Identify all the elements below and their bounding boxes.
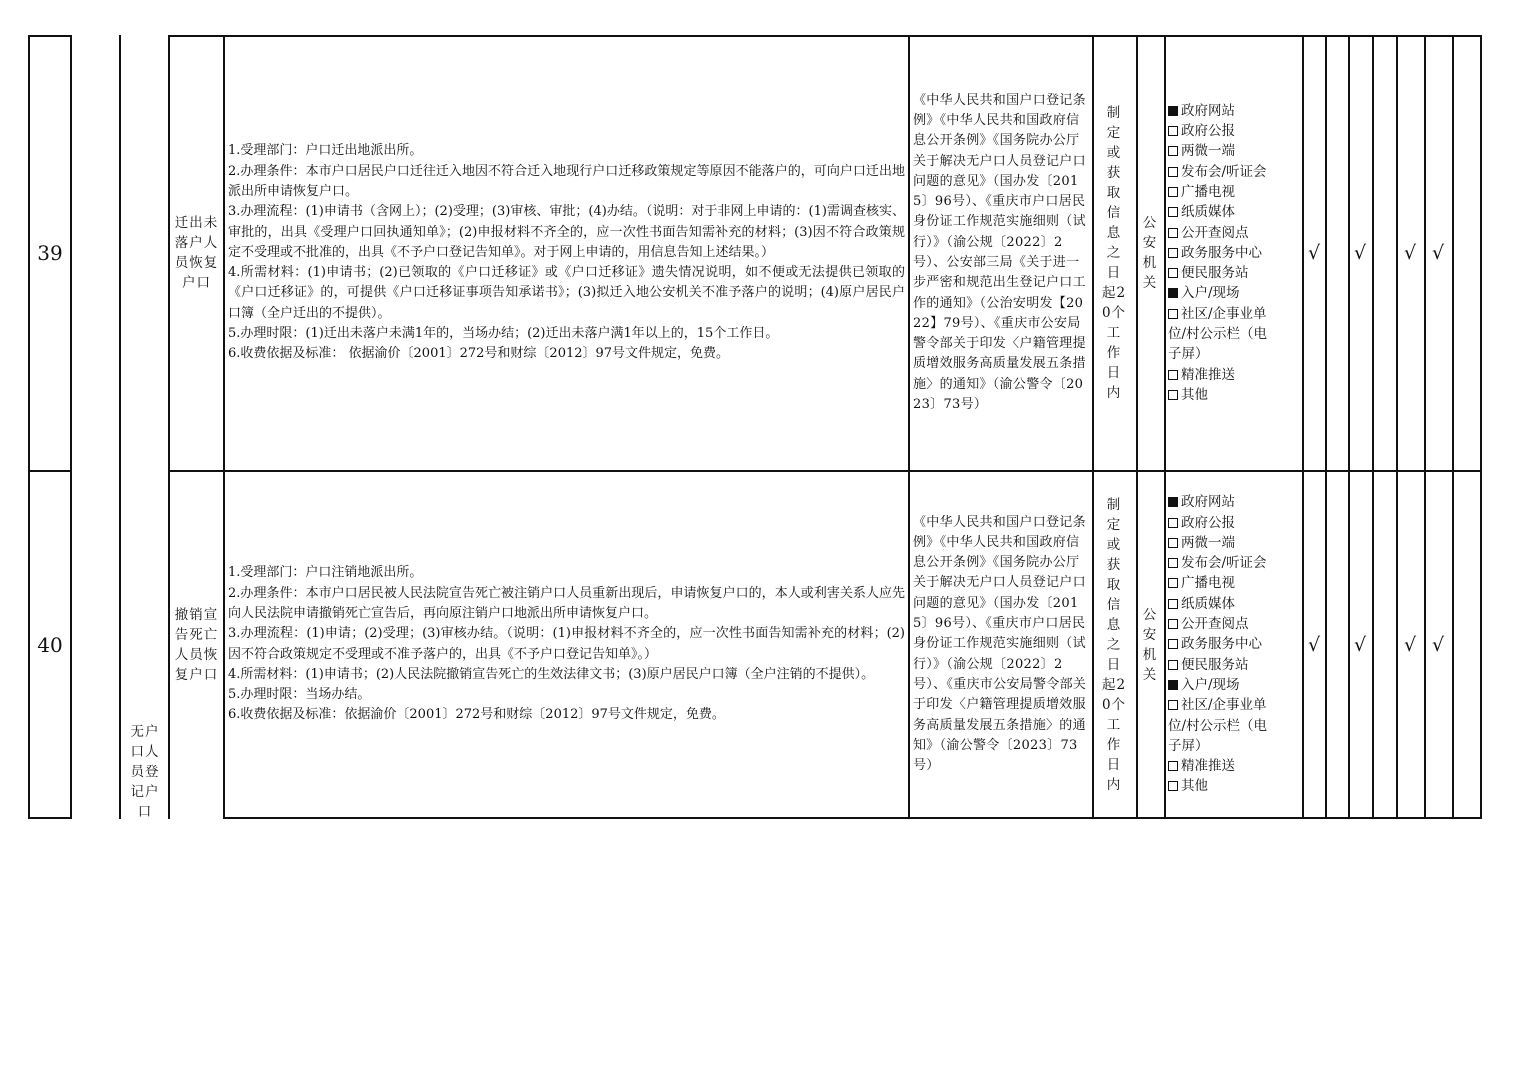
timeframe: 制定或获取信息之日起20个工作日内 bbox=[1101, 496, 1127, 793]
check-mark: √ bbox=[1353, 242, 1367, 264]
table-border bbox=[1452, 35, 1454, 819]
channel-label: 便民服务站 bbox=[1181, 656, 1249, 673]
channel-label: 公开查阅点 bbox=[1181, 224, 1249, 241]
channel-label: 便民服务站 bbox=[1181, 265, 1249, 282]
check-mark bbox=[1452, 36, 1480, 470]
channel-label: 政府公报 bbox=[1181, 123, 1235, 140]
item-content bbox=[224, 36, 908, 470]
channel-label: 入户/现场 bbox=[1181, 676, 1240, 693]
check-mark bbox=[1452, 471, 1480, 818]
channel-label: 其他 bbox=[1181, 386, 1208, 403]
channel-item bbox=[1168, 304, 1267, 324]
unchecked-box-icon bbox=[1168, 639, 1178, 649]
content-paragraph: 6.收费依据及标准： 依据渝价〔2001〕272号和财综〔2012〕97号文件规定，免费。 bbox=[228, 346, 730, 362]
table-border bbox=[28, 470, 72, 472]
table-border bbox=[1325, 35, 1327, 819]
table-border bbox=[908, 35, 910, 819]
unchecked-box-icon bbox=[1168, 309, 1178, 319]
content-paragraph: 1.受理部门：户口注销地派出所。 bbox=[228, 565, 423, 581]
content-paragraph: 3.办理流程：(1)申请书（含网上）；(2)受理；(3)审核、审批；(4)办结。（说明：对于非网上申请的：(1)需调查核实、审批的，出具《受理户口回执通知单》；(2)申报材料不齐全的，应一次性书面告知需补充的材料；(3)因不符合政策规定不受理或不批准的，出具《不予户口登记告知单》。对于网上申请的，用信息告知上述结果。） bbox=[228, 204, 905, 260]
channel-item bbox=[1168, 736, 1267, 756]
unchecked-box-icon bbox=[1168, 538, 1178, 548]
channel-item bbox=[1168, 776, 1267, 796]
check-mark: √ bbox=[1403, 633, 1417, 656]
channel-label: 两微一端 bbox=[1181, 143, 1235, 160]
table-border bbox=[1480, 35, 1482, 819]
table-border bbox=[1164, 35, 1166, 819]
channel-list bbox=[1164, 471, 1302, 818]
channel-item bbox=[1168, 243, 1267, 263]
channel-item bbox=[1168, 385, 1267, 405]
channel-label: 精准推送 bbox=[1181, 758, 1235, 775]
unchecked-box-icon bbox=[1168, 187, 1178, 197]
content-paragraph: 4.所需材料：(1)申请书；(2)人民法院撤销宣告死亡的生效法律文书；(3)原户居民户口簿（全户注销的不提供）。 bbox=[228, 666, 875, 682]
channel-item bbox=[1168, 202, 1267, 222]
check-mark: √ bbox=[1431, 633, 1445, 656]
table-border bbox=[70, 35, 72, 819]
checked-box-icon bbox=[1168, 106, 1178, 116]
channel-label: 纸质媒体 bbox=[1181, 595, 1235, 612]
check-mark: √ bbox=[1353, 633, 1367, 656]
channel-item bbox=[1168, 573, 1267, 593]
channel-item bbox=[1168, 716, 1267, 736]
check-mark bbox=[1372, 36, 1396, 470]
channel-item bbox=[1168, 101, 1267, 121]
table-border bbox=[1092, 35, 1094, 819]
channel-label: 广播电视 bbox=[1181, 183, 1235, 200]
channel-label: 广播电视 bbox=[1181, 575, 1235, 592]
content-paragraph: 2.办理条件：本市户口居民户口迁往迁入地因不符合迁入地现行户口迁移政策规定等原因不能落户的，可向户口迁出地派出所申请恢复户口。 bbox=[228, 163, 905, 199]
table-border bbox=[28, 817, 72, 819]
channel-label: 其他 bbox=[1181, 778, 1208, 795]
legal-basis: 《中华人民共和国户口登记条例》《中华人民共和国政府信息公开条例》《国务院办公厅关于解决无户口人员登记户口问题的意见》（国办发〔2015〕96号）、《重庆市户口居民身份证工作规范实施细则（试行）》（渝公规〔2022〕2号）、《重庆市公安局警令部关于印发〈户籍管理提质增效服务高质量发展五条措施〉的通知》（渝公警令〔2023〕73号） bbox=[913, 514, 1087, 774]
channel-item bbox=[1168, 756, 1267, 776]
unchecked-box-icon bbox=[1168, 228, 1178, 238]
channel-item bbox=[1168, 655, 1267, 675]
channel-item bbox=[1168, 182, 1267, 202]
channel-item bbox=[1168, 513, 1267, 533]
item-content bbox=[224, 471, 908, 818]
table-border bbox=[28, 35, 72, 37]
content-paragraph: 4.所需材料：(1)申请书；(2)已领取的《户口迁移证》或《户口迁移证》遗失情况说明，如不便或无法提供已领取的《户口迁移证》的，可提供《户口迁移证事项告知承诺书》；(3)拟迁入地公安机关不准予落户的说明；(4)原户居民户口簿（全户迁出的不提供）。 bbox=[228, 265, 905, 321]
channel-item bbox=[1168, 283, 1267, 303]
table-border bbox=[1396, 35, 1398, 819]
channel-item bbox=[1168, 324, 1267, 344]
check-mark: √ bbox=[1307, 633, 1321, 656]
unchecked-box-icon bbox=[1168, 761, 1178, 771]
channel-label: 发布会/听证会 bbox=[1181, 555, 1267, 572]
unchecked-box-icon bbox=[1168, 248, 1178, 258]
channel-label: 公开查阅点 bbox=[1181, 616, 1249, 633]
unchecked-box-icon bbox=[1168, 518, 1178, 528]
channel-label: 纸质媒体 bbox=[1181, 204, 1235, 221]
item-name: 撤销宣告死亡人员恢复户口 bbox=[174, 606, 219, 683]
channel-label: 两微一端 bbox=[1181, 534, 1235, 551]
channel-item bbox=[1168, 162, 1267, 182]
category-label: 无户口人员登记户口 bbox=[130, 724, 160, 818]
unchecked-box-icon bbox=[1168, 268, 1178, 278]
unchecked-box-icon bbox=[1168, 781, 1178, 791]
content-paragraph: 3.办理流程：(1)申请；(2)受理；(3)审核办结。（说明：(1)申报材料不齐全的，应一次性书面告知需补充的材料；(2)因不符合政策规定不受理或不准予落户的，出具《不予户口登记告知单》。） bbox=[228, 626, 905, 662]
channel-label: 政府网站 bbox=[1181, 494, 1235, 511]
legal-basis: 《中华人民共和国户口登记条例》《中华人民共和国政府信息公开条例》《国务院办公厅关于解决无户口人员登记户口问题的意见》（国办发〔2015〕96号）、《重庆市户口居民身份证工作规范实施细则（试行）》（渝公规〔2022〕2号）、公安部三局《关于进一步严密和规范出生登记户口工作的通知》（公治安明发【2022】79号）、《重庆市公安局警令部关于印发〈户籍管理提质增效服务高质量发展五条措施〉的通知》（渝公警令〔2023〕73号） bbox=[913, 92, 1086, 413]
check-mark: √ bbox=[1431, 242, 1445, 264]
checked-box-icon bbox=[1168, 288, 1178, 298]
table-border bbox=[119, 35, 121, 819]
channel-list bbox=[1164, 36, 1302, 470]
channel-item bbox=[1168, 492, 1267, 512]
table-border bbox=[1348, 35, 1350, 819]
unchecked-box-icon bbox=[1168, 660, 1178, 670]
channel-item bbox=[1168, 223, 1267, 243]
channel-item bbox=[1168, 594, 1267, 614]
channel-label: 位/村公示栏（电 bbox=[1168, 717, 1268, 734]
content-paragraph: 6.收费依据及标准：依据渝价〔2001〕272号和财综〔2012〕97号文件规定，免费。 bbox=[228, 707, 725, 723]
channel-label: 位/村公示栏（电 bbox=[1168, 326, 1268, 343]
table-border bbox=[168, 470, 1481, 472]
checked-box-icon bbox=[1168, 497, 1178, 507]
row-number: 39 bbox=[37, 241, 63, 265]
content-paragraph: 5.办理时限：当场办结。 bbox=[228, 687, 371, 703]
check-mark bbox=[1326, 471, 1348, 818]
channel-item bbox=[1168, 141, 1267, 161]
unchecked-box-icon bbox=[1168, 167, 1178, 177]
unchecked-box-icon bbox=[1168, 578, 1178, 588]
unchecked-box-icon bbox=[1168, 370, 1178, 380]
channel-item bbox=[1168, 344, 1267, 364]
channel-label: 社区/企事业单 bbox=[1181, 305, 1267, 322]
item-name: 迁出未落户人员恢复户口 bbox=[174, 215, 219, 291]
channel-label: 入户/现场 bbox=[1181, 285, 1240, 302]
unchecked-box-icon bbox=[1168, 207, 1178, 217]
unchecked-box-icon bbox=[1168, 390, 1178, 400]
checked-box-icon bbox=[1168, 680, 1178, 690]
check-mark: √ bbox=[1403, 242, 1417, 264]
content-paragraph: 1.受理部门：户口迁出地派出所。 bbox=[228, 143, 423, 159]
channel-item bbox=[1168, 263, 1267, 283]
check-mark bbox=[1372, 471, 1396, 818]
content-paragraph: 5.办理时限：(1)迁出未落户未满1年的，当场办结；(2)迁出未落户满1年以上的，15个工作日。 bbox=[228, 326, 779, 342]
channel-label: 子屏） bbox=[1168, 346, 1209, 363]
row-number: 40 bbox=[37, 632, 63, 657]
content-paragraph: 2.办理条件：本市户口居民被人民法院宣告死亡被注销户口人员重新出现后，申请恢复户口的，本人或利害关系人应先向人民法院申请撤销死亡宣告后，再向原注销户口地派出所申请恢复户口。 bbox=[228, 585, 905, 621]
channel-item bbox=[1168, 365, 1267, 385]
table-border bbox=[168, 35, 170, 819]
channel-label: 社区/企事业单 bbox=[1181, 697, 1267, 714]
channel-item bbox=[1168, 614, 1267, 634]
unchecked-box-icon bbox=[1168, 700, 1178, 710]
channel-item bbox=[1168, 695, 1267, 715]
channel-item bbox=[1168, 553, 1267, 573]
channel-label: 精准推送 bbox=[1181, 366, 1235, 383]
channel-label: 政务服务中心 bbox=[1181, 244, 1262, 261]
table-border bbox=[1372, 35, 1374, 819]
subject: 公安机关 bbox=[1142, 215, 1158, 291]
unchecked-box-icon bbox=[1168, 146, 1178, 156]
channel-label: 子屏） bbox=[1168, 737, 1209, 754]
table-border bbox=[1136, 35, 1138, 819]
table-border bbox=[223, 35, 225, 819]
table-border bbox=[168, 35, 1481, 37]
subject: 公安机关 bbox=[1142, 606, 1158, 683]
unchecked-box-icon bbox=[1168, 619, 1178, 629]
channel-item bbox=[1168, 121, 1267, 141]
timeframe: 制定或获取信息之日起20个工作日内 bbox=[1101, 105, 1127, 401]
channel-label: 发布会/听证会 bbox=[1181, 163, 1267, 180]
unchecked-box-icon bbox=[1168, 126, 1178, 136]
channel-label: 政府公报 bbox=[1181, 514, 1235, 531]
table-border bbox=[1424, 35, 1426, 819]
table-border bbox=[28, 35, 30, 819]
table-border bbox=[224, 817, 1481, 819]
unchecked-box-icon bbox=[1168, 599, 1178, 609]
channel-item bbox=[1168, 675, 1267, 695]
channel-label: 政府网站 bbox=[1181, 102, 1235, 119]
check-mark bbox=[1326, 36, 1348, 470]
channel-label: 政务服务中心 bbox=[1181, 636, 1262, 653]
channel-item bbox=[1168, 634, 1267, 654]
table-border bbox=[1302, 35, 1304, 819]
channel-item bbox=[1168, 533, 1267, 553]
unchecked-box-icon bbox=[1168, 558, 1178, 568]
check-mark: √ bbox=[1307, 242, 1321, 264]
